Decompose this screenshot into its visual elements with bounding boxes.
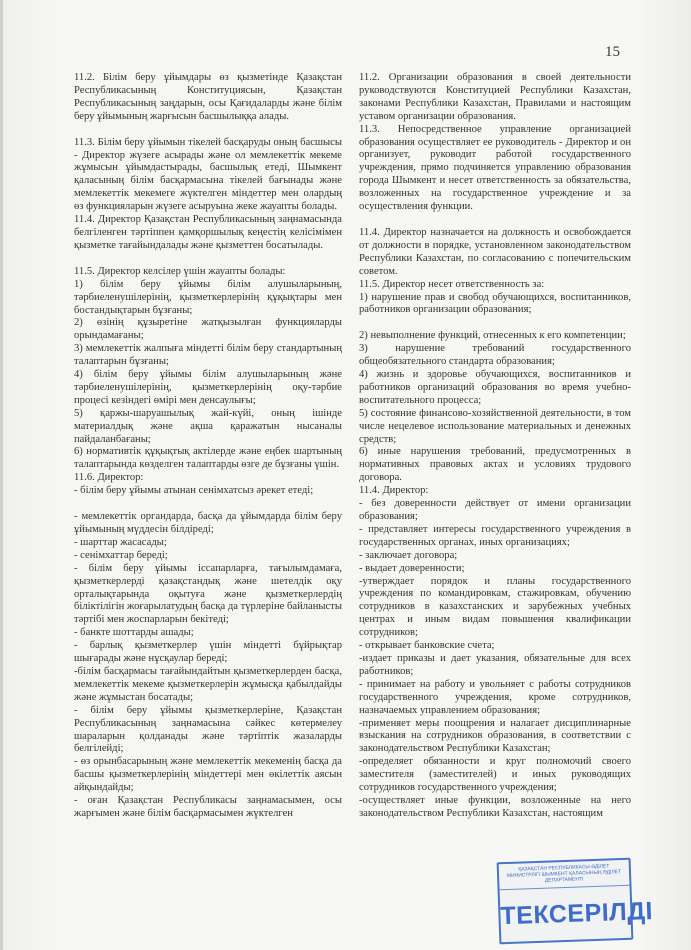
kazakh-text-column (74, 72, 342, 821)
verification-stamp (497, 858, 654, 945)
scan-edge-shadow (0, 0, 3, 950)
paragraph-11-3-ru: 11.3. Непосредственное управление организацией образования осуществляет ее руководитель - Директор и он организует, руководит работой государственного учреждения, прямо подчиняется управлению образования города Шымкент и несет ответственность за обязательства, возложенных на государственное учреждение и за осуществления функции. (359, 123, 631, 213)
page-number: 15 (605, 44, 620, 60)
paragraph-11-6-list-kz: - мемлекеттік органдарда, басқа да ұйымдарда білім беру ұйымының мүддесін білдіреді; - шарттар жасасады; - сенімхаттар береді; - білім беру ұйымы іссапарларға, тағылымдамаға, қызметкерлерді қазақстандық және шетелдік оқу орталықтарында оқытуға және қызметкерлердің біліктілігін жоғарылатудың басқа да түрлеріне байланысты тәртібі мен жоспарларын бекітеді; - банкте шоттарды ашады; - барлық қызметкерлер үшін міндетті бұйрықтар шығарады және нұсқаулар береді; -білім басқармасы тағайындайтын қызметкерлерден басқа, мемлекеттік мекеме қызметкерлерін жұмысқа қабылдайды және жұмыстан босатады; - білім беру ұйымы қызметкерлеріне, Қазақстан Республикасының заңнамасына сәйкес көтермелеу шараларын қолданады және тәртіптік жазаларды белгілейді; - өз орынбасарының және мемлекеттік мекеменің басқа да басшы қызметкерлерінің міндеттері мен өкілеттік аясын айқындайды; - оған Қазақстан Республикасы заңнамасымен, осы жарғымен және білім басқармасымен жүктелген (74, 511, 342, 819)
paragraph-11-5-kz: 11.5. Директор келсілер үшін жауапты болады: 1) білім беру ұйымы білім алушыларының, тәрбиеленушілерінің, қызметкерлерінің құқықтары мен бостандықтарын бұзғаны; 2) өзінің құзыретіне жатқызылған функцияларды орындамағаны; 3) мемлекеттік жалпыға міндетті білім беру стандартының талаптарын бұзғаны; 4) білім беру ұйымы білім алушыларының және тәрбиеленушілерінің, қызметкерлерінің оқу-тәрбие процесі кезіндегі өмірі мен денсаулығы; 5) қаржы-шаруашылық жай-күйі, оның ішінде материалдық және ақша қаражатын нысаналы пайдаланбағаны; 6) нормативтік құқықтық актілерде және еңбек шартының талаптарында көзделген талаптарды өзге де бұзғаны үшін. 11.6. Директор: - білім беру ұйымы атынан сенімхатсыз әрекет етеді; (74, 265, 342, 497)
paragraph-11-5-list-ru: 2) невыполнение функций, отнесенных к его компетенции; 3) нарушение требований государственного общеобязательного стандарта образования; 4) жизнь и здоровье обучающихся, воспитанников и работников организаций образования во время учебно-воспитательного процесса; 5) состояние финансово-хозяйственной деятельности, в том числе нецелевое использование материальных и денежных средств; 6) иные нарушения требований, предусмотренных в нормативных правовых актах и условиях трудового договора. 11.4. Директор: - без доверенности действует от имени организации образования; - представляет интересы государственного учреждения в государственных органах, иных организациях; - заключает договора; - выдает доверенности; -утверждает порядок и планы государственного учреждения по командировкам, стажировкам, обучению сотрудников в казахстанских и зарубежных учебных центрах и иным видам повышения квалификации сотрудников; - открывает банковские счета; -издает приказы и дает указания, обязательные для всех работников; - принимает на работу и увольняет с работы сотрудников государственного учреждения, кроме сотрудников, назначаемых управлением образования; -применяет меры поощрения и налагает дисциплинарные взыскания на сотрудников образования, в соответствии с законодательством Республики Казахстан; -определяет обязанности и круг полномочий своего заместителя (заместителей) и иных руководящих сотрудников государственного учреждения; -осуществляет иные функции, возложенные на него законодательством Республики Казахстан, настоящим (359, 330, 631, 819)
paragraph-11-3-kz: 11.3. Білім беру ұйымын тікелей басқаруды оның басшысы - Директор жүзеге асырады және ол мемлекеттік мекеме жұмысын ұйымдастырады, басшылық етеді, Шымкент қаласының білім басқармасына тікелей бағынады және мемлекеттік мекемеге жүктелген міндеттер мен олардың өз функцияларын жүзеге асыруына жеке жауапты болады. (74, 136, 342, 213)
russian-text-column (359, 72, 631, 821)
stamp-verified-word: ТЕКСЕРІЛДІ (500, 896, 654, 931)
paragraph-11-4-kz: 11.4. Директор Қазақстан Республикасының заңнамасында белгіленген тәртіппен қамқоршылық кеңестің келісімімен қызметке тағайындалады және қызметтен босатылады. (74, 214, 342, 251)
paragraph-11-2-kz: 11.2. Білім беру ұйымдары өз қызметінде Қазақстан Республикасының Конституциясын, Қазақстан Республикасының заңдарын, осы Қағидаларды және білім беру ұйымының жарғысын басшылыққа алады. (74, 72, 342, 122)
stamp-org-text: ҚАЗАҚСТАН РЕСПУБЛИКАСЫ ӘДІЛЕТ МИНИСТРЛІГІ ШЫМКЕНТ ҚАЛАСЫНЫҢ ӘДІЛЕТ ДЕПАРТАМЕНТІ (499, 860, 630, 891)
paragraph-11-4-ru: 11.4. Директор назначается на должность и освобождается от должности в порядке, установленном законодательством Республики Казахстан, по согласованию с попечительским советом. 11.5. Директор несет ответственность за: 1) нарушение прав и свобод обучающихся, воспитанников, работников организации образования; (359, 226, 631, 316)
paragraph-11-2-ru: 11.2. Организации образования в своей деятельности руководствуются Конституцией Республики Казахстан, законами Республики Казахстан, Правилами и настоящим уставом организации образования. (359, 72, 631, 122)
